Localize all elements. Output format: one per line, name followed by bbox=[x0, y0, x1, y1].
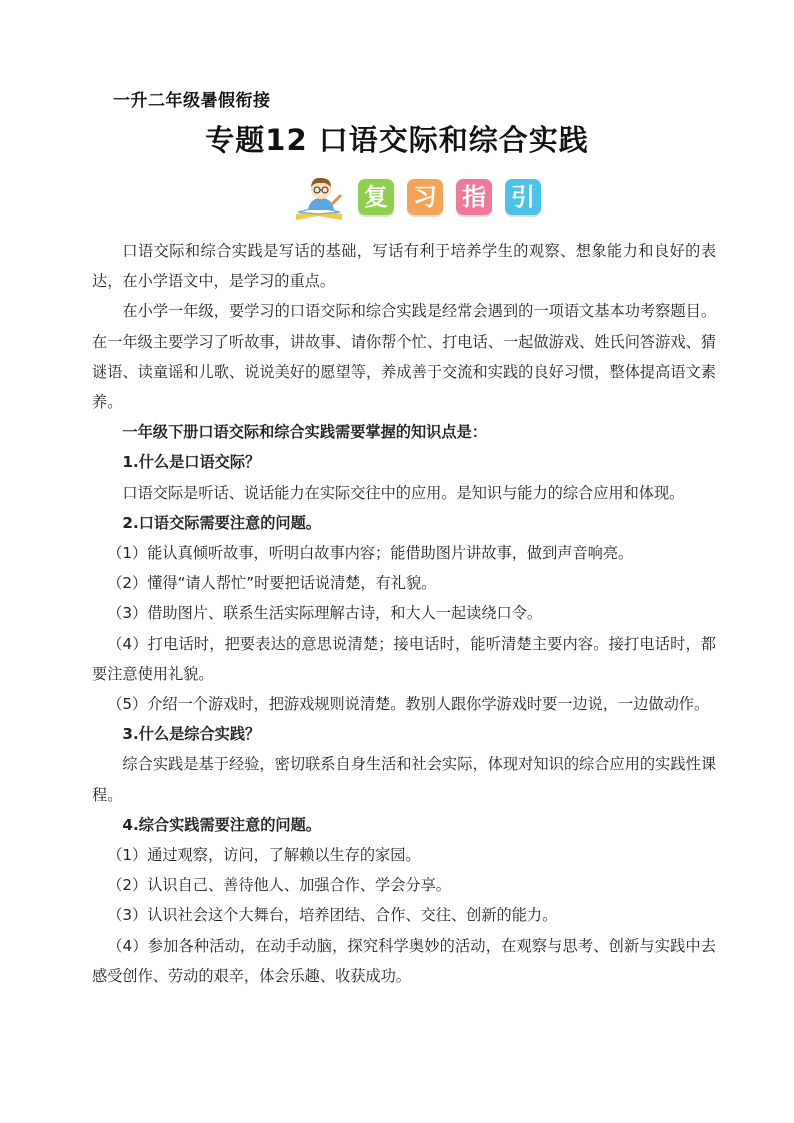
intro-paragraph: 在小学一年级，要学习的口语交际和综合实践是经常会遇到的一项语文基本功考察题目。在一年级主要学习了听故事，讲故事、请你帮个忙、打电话、一起做游戏、姓氏问答游戏、猜谜语、读童谣和儿歌、说说美好的愿望等，养成善于交流和实践的良好习惯，整体提高语文素养。 bbox=[92, 302, 716, 412]
intro-paragraph: 口语交际和综合实践是写话的基础，写话有利于培养学生的观察、想象能力和良好的表达，在小学语文中，是学习的重点。 bbox=[92, 242, 716, 291]
list-item: （2）懂得“请人帮忙”时要把话说清楚，有礼貌。 bbox=[107, 574, 437, 593]
list-item: （3）认识社会这个大舞台，培养团结、合作、交往、创新的能力。 bbox=[107, 906, 558, 925]
review-tile-yin: 引 bbox=[505, 179, 541, 215]
list-item: （1）通过观察，访问，了解赖以生存的家园。 bbox=[107, 846, 421, 865]
list-item: （3）借助图片、联系生活实际理解古诗，和大人一起读绕口令。 bbox=[107, 604, 543, 623]
section-heading: 1.什么是口语交际？ bbox=[122, 453, 261, 472]
document-body bbox=[92, 236, 716, 991]
section-heading: 4.综合实践需要注意的问题。 bbox=[122, 815, 321, 834]
list-item: （2）认识自己、善待他人、加强合作、学会分享。 bbox=[107, 876, 451, 895]
review-tile-fu: 复 bbox=[358, 179, 394, 215]
list-item: （5）介绍一个游戏时，把游戏规则说清楚。教别人跟你学游戏时要一边说，一边做动作。 bbox=[107, 695, 710, 714]
student-reading-icon bbox=[294, 174, 346, 222]
section-answer: 口语交际是听话、说话能力在实际交往中的应用。是知识与能力的综合应用和体现。 bbox=[122, 483, 685, 502]
list-item: （4）参加各种活动，在动手动脑，探究科学奥妙的活动，在观察与思考、创新与实践中去感受创作、劳动的艰辛，体会乐趣、收获成功。 bbox=[92, 936, 716, 985]
list-item: （4）打电话时，把要表达的意思说清楚；接电话时，能听清楚主要内容。接打电话时，都要注意使用礼貌。 bbox=[92, 634, 716, 683]
section-answer: 综合实践是基于经验，密切联系自身生活和社会实际，体现对知识的综合应用的实践性课程。 bbox=[92, 755, 716, 804]
review-tile-zhi: 指 bbox=[456, 179, 492, 215]
review-guide-banner bbox=[294, 174, 554, 222]
section-heading: 2.口语交际需要注意的问题。 bbox=[122, 513, 321, 532]
list-item: （1）能认真倾听故事，听明白故事内容；能借助图片讲故事，做到声音响亮。 bbox=[107, 544, 634, 563]
knowledge-heading: 一年级下册口语交际和综合实践需要掌握的知识点是： bbox=[122, 423, 487, 442]
review-tile-xi: 习 bbox=[407, 179, 443, 215]
section-heading: 3.什么是综合实践？ bbox=[122, 725, 261, 744]
series-label: 一升二年级暑假衔接 bbox=[113, 91, 271, 111]
page-title: 专题12 口语交际和综合实践 bbox=[205, 123, 589, 157]
